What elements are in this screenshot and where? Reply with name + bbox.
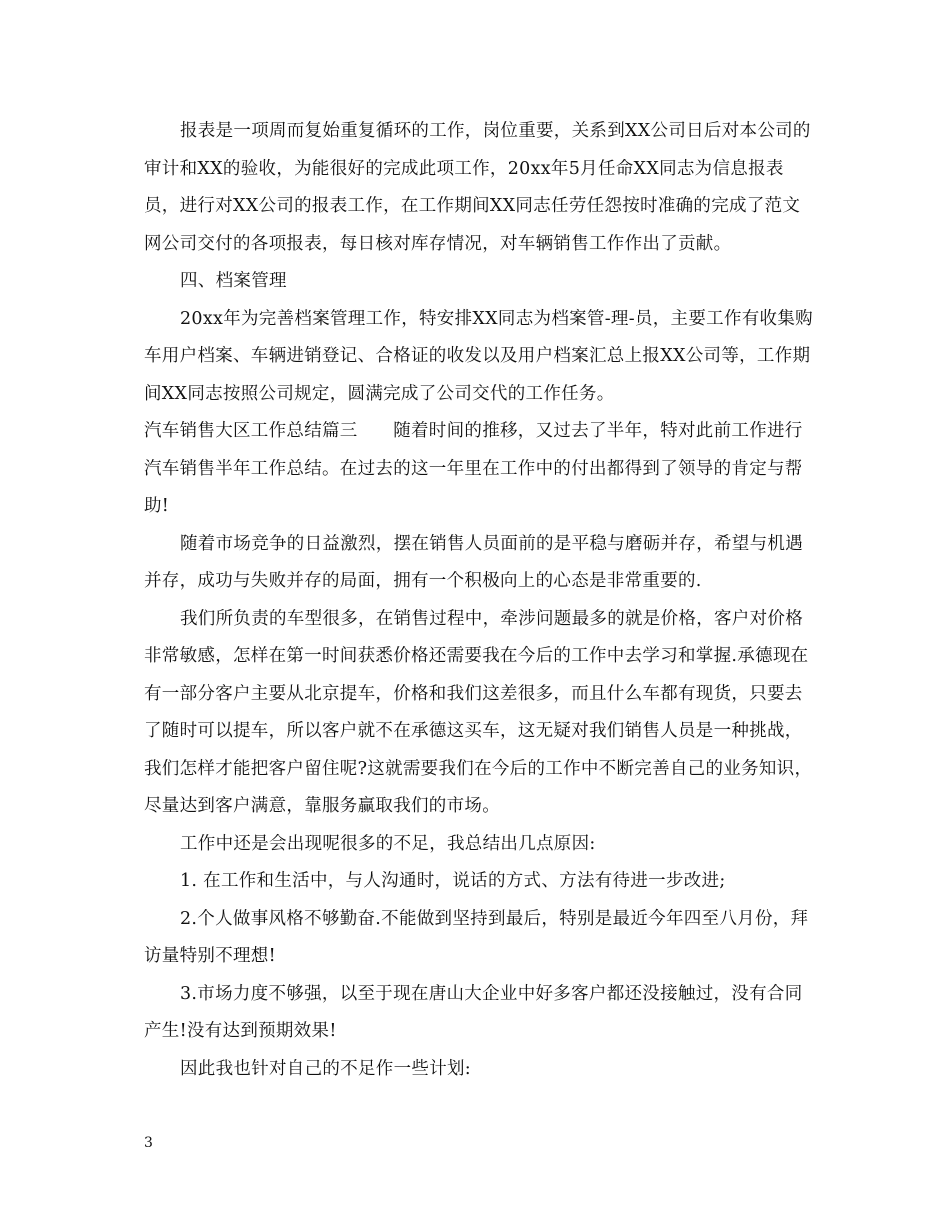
paragraph-plan-intro: 因此我也针对自己的不足作一些计划: [180, 1058, 471, 1079]
section-heading-archive-management: 四、档案管理 [180, 271, 287, 291]
paragraph-market-competition: 随着市场竞争的日益激烈，摆在销售人员面前的是平稳与磨砺并存，希望与机遇并存，成功与失败并存的局面，拥有一个积极向上的心态是非常重要的. [144, 533, 803, 591]
list-item-work-style: 2.个人做事风格不够勤奋.不能做到坚持到最后，特别是最近今年四至八月份，拜访量特别不理想! [144, 908, 809, 966]
paragraph-part-three-intro: 汽车销售大区工作总结篇三 随着时间的推移，又过去了半年，特对此前工作进行汽车销售半年工作总结。在过去的这一年里在工作中的付出都得到了领导的肯定与帮助! [144, 421, 803, 516]
document-body [144, 113, 814, 1088]
page-number: 3 [144, 1135, 153, 1151]
list-item-communication: 1. 在工作和生活中，与人沟通时，说话的方式、方法有待进一步改进; [180, 871, 726, 891]
paragraph-report-work: 报表是一项周而复始重复循环的工作，岗位重要，关系到XX公司日后对本公司的审计和XX的验收，为能很好的完成此项工作，20xx年5月任命XX同志为信息报表员，进行对XX公司的报表工作，在工作期间XX同志任劳任怨按时准确的完成了范文网公司交付的各项报表，每日核对库存情况，对车辆销售工作作出了贡献。 [144, 121, 811, 254]
paragraph-pricing-challenge: 我们所负责的车型很多，在销售过程中，牵涉问题最多的就是价格，客户对价格非常敏感，怎样在第一时间获悉价格还需要我在今后的工作中去学习和掌握.承德现在有一部分客户主要从北京提车，价格和我们这差很多，而且什么车都有现货，只要去了随时可以提车，所以客户就不在承德这买车，这无疑对我们销售人员是一种挑战，我们怎样才能把客户留住呢?这就需要我们在今后的工作中不断完善自己的业务知识，尽量达到客户满意，靠服务赢取我们的市场。 [144, 608, 813, 816]
list-item-market-effort: 3.市场力度不够强，以至于现在唐山大企业中好多客户都还没接触过，没有合同产生!没有达到预期效果! [144, 983, 803, 1041]
paragraph-archive-work: 20xx年为完善档案管理工作，特安排XX同志为档案管-理-员，主要工作有收集购车用户档案、车辆进销登记、合格证的收发以及用户档案汇总上报XX公司等，工作期间XX同志按照公司规定，圆满完成了公司交代的工作任务。 [144, 308, 813, 404]
paragraph-shortcomings-intro: 工作中还是会出现呢很多的不足，我总结出几点原因: [180, 833, 596, 854]
